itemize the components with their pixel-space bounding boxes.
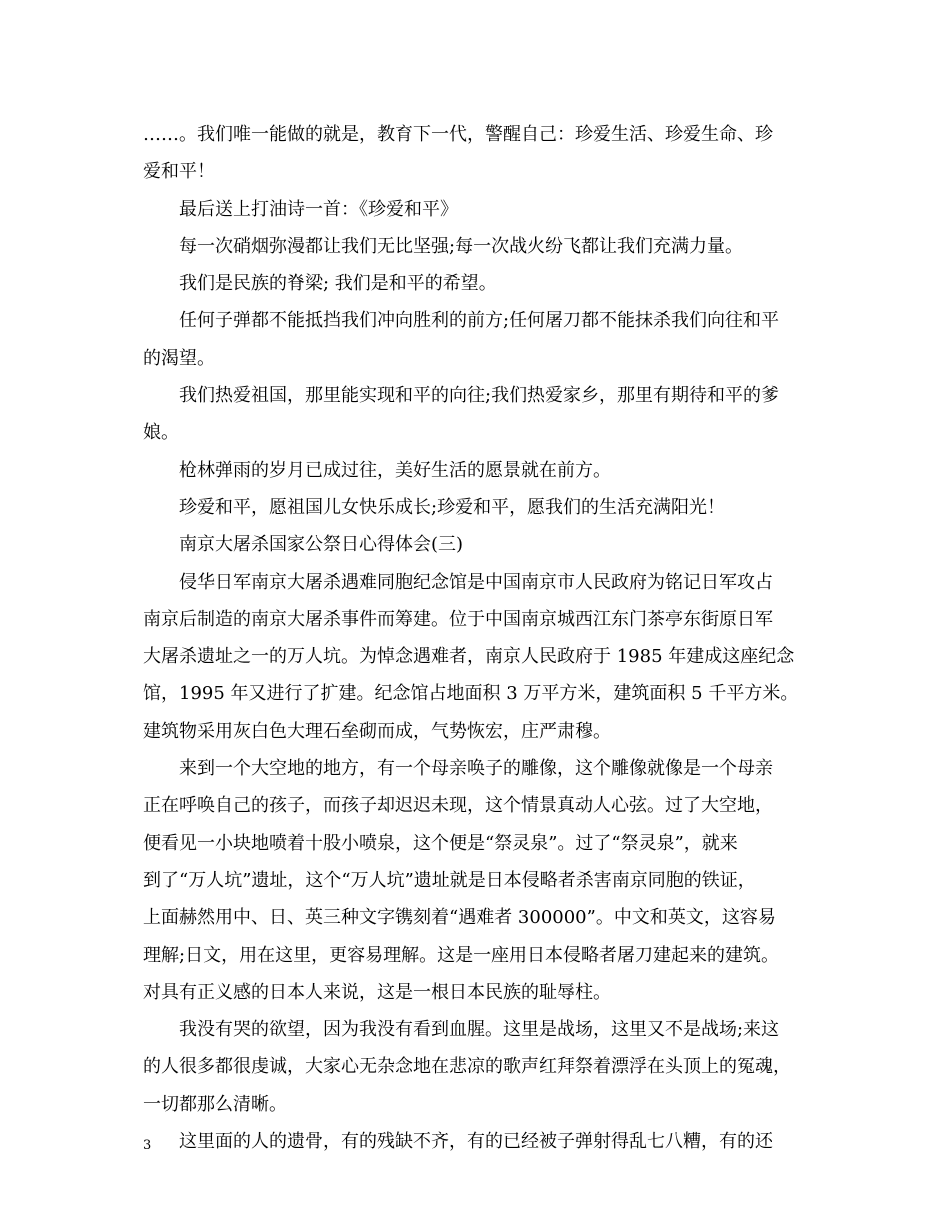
text-line: 到了“万人坑”遗址，这个“万人坑”遗址就是日本侵略者杀害南京同胞的铁证， [143, 869, 756, 891]
text-line: 最后送上打油诗一首：《珍爱和平》 [179, 198, 458, 220]
text-line: 正在呼唤自己的孩子，而孩子却迟迟未现，这个情景真动人心弦。过了大空地， [143, 795, 773, 817]
text-line: 我没有哭的欲望，因为我没有看到血腥。这里是战场，这里又不是战场;来这 [179, 1019, 780, 1041]
text-line: 一切都那么清晰。 [143, 1093, 287, 1115]
text-line: 爱和平！ [143, 161, 215, 183]
text-line: 娘。 [143, 422, 179, 444]
text-line: 侵华日军南京大屠杀遇难同胞纪念馆是中国南京市人民政府为铭记日军攻占 [179, 571, 773, 593]
body-text [143, 116, 815, 1160]
text-line: 的渴望。 [143, 347, 215, 369]
text-line: 这里面的人的遗骨，有的残缺不齐，有的已经被子弹射得乱七八糟，有的还 [179, 1131, 773, 1153]
text-line: 的人很多都很虔诚，大家心无杂念地在悲凉的歌声红拜祭着漂浮在头顶上的冤魂， [143, 1056, 791, 1078]
text-line: 我们热爱祖国，那里能实现和平的向往;我们热爱家乡，那里有期待和平的爹 [179, 385, 780, 407]
text-line: 我们是民族的脊梁; 我们是和平的希望。 [179, 273, 497, 295]
text-line: 便看见一小块地喷着十股小喷泉，这个便是“祭灵泉”。过了“祭灵泉”，就来 [143, 832, 738, 854]
text-line: ……。我们唯一能做的就是，教育下一代，警醒自己：珍爱生活、珍爱生命、珍 [143, 124, 773, 145]
text-line: 南京后制造的南京大屠杀事件而筹建。位于中国南京城西江东门茶亭东街原日军 [143, 608, 773, 630]
text-line: 上面赫然用中、日、英三种文字镌刻着“遇难者 300000”。中文和英文，这容易 [143, 907, 776, 929]
text-line: 来到一个大空地的地方，有一个母亲唤子的雕像，这个雕像就像是一个母亲 [179, 758, 773, 780]
text-line: 馆，1995 年又进行了扩建。纪念馆占地面积 3 万平方米，建筑面积 5 千平方米。 [143, 683, 799, 705]
text-line: 理解;日文，用在这里，更容易理解。这是一座用日本侵略者屠刀建起来的建筑。 [143, 944, 780, 966]
text-line: 南京大屠杀国家公祭日心得体会(三) [179, 534, 464, 556]
text-line: 对具有正义感的日本人来说，这是一根日本民族的耻辱柱。 [143, 981, 611, 1003]
text-line: 每一次硝烟弥漫都让我们无比坚强;每一次战火纷飞都让我们充满力量。 [179, 235, 744, 257]
text-line: 建筑物采用灰白色大理石垒砌而成，气势恢宏，庄严肃穆。 [143, 720, 611, 742]
text-line: 任何子弹都不能抵挡我们冲向胜利的前方;任何屠刀都不能抹杀我们向往和平 [179, 310, 780, 332]
text-line: 大屠杀遗址之一的万人坑。为悼念遇难者，南京人民政府于 1985 年建成这座纪念 [143, 646, 795, 668]
text-line: 珍爱和平，愿祖国儿女快乐成长;珍爱和平，愿我们的生活充满阳光！ [179, 496, 726, 518]
text-line: 枪林弹雨的岁月已成过往，美好生活的愿景就在前方。 [179, 459, 611, 481]
page-number: 3 [143, 1138, 152, 1153]
